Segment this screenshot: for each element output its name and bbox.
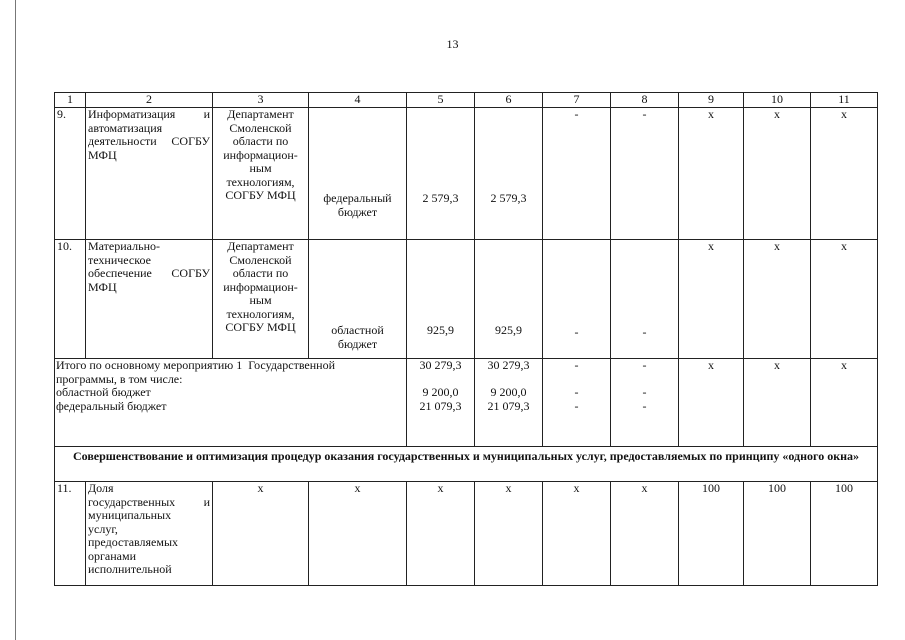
value-cell: 30 279,3 9 200,0 21 079,3 [475, 359, 543, 447]
value-cell: 2 579,3 [475, 108, 543, 240]
table-row [55, 108, 878, 240]
value-cell: - [611, 240, 679, 359]
value-cell: х [679, 359, 744, 447]
column-number: 5 [407, 93, 475, 108]
column-number-row [55, 93, 878, 108]
value-cell: 100 [811, 482, 878, 586]
column-number: 8 [611, 93, 679, 108]
value-cell: х [811, 359, 878, 447]
column-number: 10 [744, 93, 811, 108]
funding-source: федеральный бюджет [309, 108, 407, 240]
value-cell: 925,9 [475, 240, 543, 359]
value-cell: х [213, 482, 309, 586]
page-number: 13 [446, 37, 459, 51]
value-cell: х [543, 482, 611, 586]
row-number: 11. [55, 482, 86, 586]
value-cell: х [811, 108, 878, 240]
value-cell: 925,9 [407, 240, 475, 359]
column-number: 4 [309, 93, 407, 108]
measure-name: Материально- техническое обеспечение СОГБУ МФЦ [86, 240, 213, 359]
value-cell: - [543, 240, 611, 359]
column-number: 6 [475, 93, 543, 108]
value-cell: х [679, 240, 744, 359]
value-cell: х [744, 108, 811, 240]
executor: Департамент Смоленской области по информацион- ным технологиям, СОГБУ МФЦ [213, 108, 309, 240]
value-cell: х [611, 482, 679, 586]
table-row [55, 240, 878, 359]
total-label: Итого по основному мероприятию 1 Государственной программы, в том числе: областной бюджет федеральный бюджет [55, 359, 407, 447]
column-number: 1 [55, 93, 86, 108]
value-cell: х [744, 240, 811, 359]
value-cell: х [309, 482, 407, 586]
value-cell: - [611, 108, 679, 240]
value-cell: х [407, 482, 475, 586]
value-cell: х [679, 108, 744, 240]
value-cell: - - - [543, 359, 611, 447]
value-cell: 30 279,3 9 200,0 21 079,3 [407, 359, 475, 447]
table-row [55, 482, 878, 586]
funding-source: областной бюджет [309, 240, 407, 359]
total-row [55, 359, 878, 447]
column-number: 11 [811, 93, 878, 108]
column-number: 3 [213, 93, 309, 108]
value-cell: х [811, 240, 878, 359]
section-heading: Совершенствование и оптимизация процедур оказания государственных и муниципальных услуг, предоставляемых по принципу «одного окна» [55, 447, 878, 482]
value-cell: 2 579,3 [407, 108, 475, 240]
row-number: 9. [55, 108, 86, 240]
value-cell: х [744, 359, 811, 447]
page-left-edge [15, 0, 16, 640]
value-cell: - [543, 108, 611, 240]
column-number: 9 [679, 93, 744, 108]
column-number: 7 [543, 93, 611, 108]
value-cell: х [475, 482, 543, 586]
program-table [54, 92, 878, 586]
section-heading-row [55, 447, 878, 482]
executor: Департамент Смоленской области по информацион- ным технологиям, СОГБУ МФЦ [213, 240, 309, 359]
column-number: 2 [86, 93, 213, 108]
value-cell: 100 [744, 482, 811, 586]
value-cell: 100 [679, 482, 744, 586]
row-number: 10. [55, 240, 86, 359]
measure-name: Информатизация и автоматизация деятельности СОГБУ МФЦ [86, 108, 213, 240]
value-cell: - - - [611, 359, 679, 447]
measure-name: Доля государственных и муниципальных услуг, предоставляемых органами исполнительной [86, 482, 213, 586]
